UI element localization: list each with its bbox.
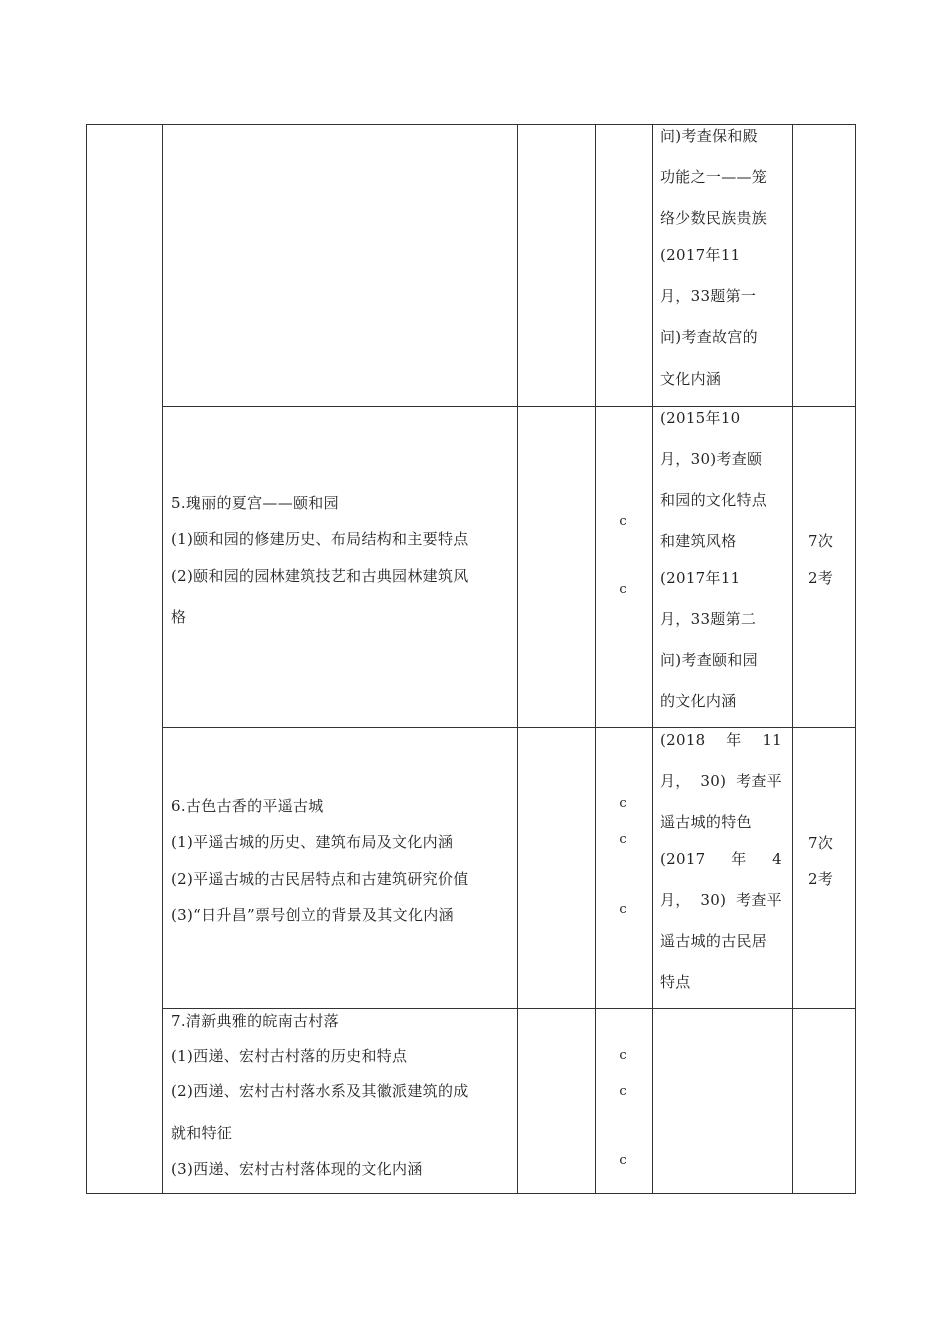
column-divider (162, 125, 163, 1193)
topic-item: 就和特征 (171, 1124, 233, 1142)
level-mark: c (619, 1048, 627, 1063)
topic-item: (1)西递、宏村古村落的历史和特点 (171, 1047, 408, 1065)
exam-count: 2考 (808, 870, 834, 888)
topic-item: (2)平遥古城的古民居特点和古建筑研究价值 (171, 870, 469, 888)
note-word: 考查平 (736, 772, 782, 790)
note-line (660, 772, 782, 790)
note-word: (2018 (660, 731, 706, 749)
column-divider (792, 125, 793, 1193)
row-divider (163, 727, 855, 728)
level-mark: c (619, 796, 627, 811)
note-line (660, 850, 782, 868)
note-line: 络少数民族贵族 (660, 209, 768, 227)
note-line: 遥古城的古民居 (660, 932, 768, 950)
note-word: 月， (660, 772, 691, 790)
note-word: (2017 (660, 850, 706, 868)
column-divider (595, 125, 596, 1193)
topic-item: 格 (171, 608, 187, 626)
note-line: 月，33题第二 (660, 610, 757, 628)
topic-title: 7.清新典雅的皖南古村落 (171, 1012, 339, 1030)
note-line (660, 891, 782, 909)
note-line: (2017年11 (660, 246, 741, 264)
note-word: 年 (731, 850, 747, 868)
level-mark: c (619, 514, 627, 529)
level-mark: c (619, 582, 627, 597)
note-line: 月，30)考查颐 (660, 450, 763, 468)
row-divider (163, 1008, 855, 1009)
note-line: 的文化内涵 (660, 692, 737, 710)
note-line: 遥古城的特色 (660, 813, 752, 831)
note-word: 4 (772, 850, 782, 868)
exam-count: 2考 (808, 569, 834, 587)
note-word: 11 (762, 731, 782, 749)
note-line: 功能之一——笼 (660, 168, 768, 186)
column-divider (652, 125, 653, 1193)
note-line: 文化内涵 (660, 370, 722, 388)
note-line: 问)考查颐和园 (660, 651, 758, 669)
topic-item: (2)西递、宏村古村落水系及其徽派建筑的成 (171, 1082, 469, 1100)
level-mark: c (619, 832, 627, 847)
note-word: 考查平 (736, 891, 782, 909)
topic-item: (3)“日升昌”票号创立的背景及其文化内涵 (171, 906, 454, 924)
note-word: 30) (700, 772, 727, 790)
topic-item: (2)颐和园的园林建筑技艺和古典园林建筑风 (171, 567, 469, 585)
note-line: 特点 (660, 973, 691, 991)
topic-item: (3)西递、宏村古村落体现的文化内涵 (171, 1160, 423, 1178)
note-line: 问)考查故宫的 (660, 328, 758, 346)
exam-count: 7次 (808, 834, 834, 852)
note-word: 月， (660, 891, 691, 909)
note-line (660, 731, 782, 749)
note-line: 问)考查保和殿 (660, 127, 758, 145)
topic-item: (1)平遥古城的历史、建筑布局及文化内涵 (171, 833, 454, 851)
note-line: 和园的文化特点 (660, 491, 768, 509)
level-mark: c (619, 1153, 627, 1168)
note-line: (2015年10 (660, 409, 741, 427)
column-divider (517, 125, 518, 1193)
level-mark: c (619, 902, 627, 917)
row-divider (163, 406, 855, 407)
note-word: 年 (726, 731, 742, 749)
exam-count: 7次 (808, 532, 834, 550)
topic-title: 5.瑰丽的夏宫——颐和园 (171, 494, 339, 512)
level-mark: c (619, 1084, 627, 1099)
topic-item: (1)颐和园的修建历史、布局结构和主要特点 (171, 530, 469, 548)
note-word: 30) (700, 891, 727, 909)
note-line: (2017年11 (660, 569, 741, 587)
topic-title: 6.古色古香的平遥古城 (171, 797, 324, 815)
note-line: 和建筑风格 (660, 532, 737, 550)
note-line: 月，33题第一 (660, 287, 757, 305)
